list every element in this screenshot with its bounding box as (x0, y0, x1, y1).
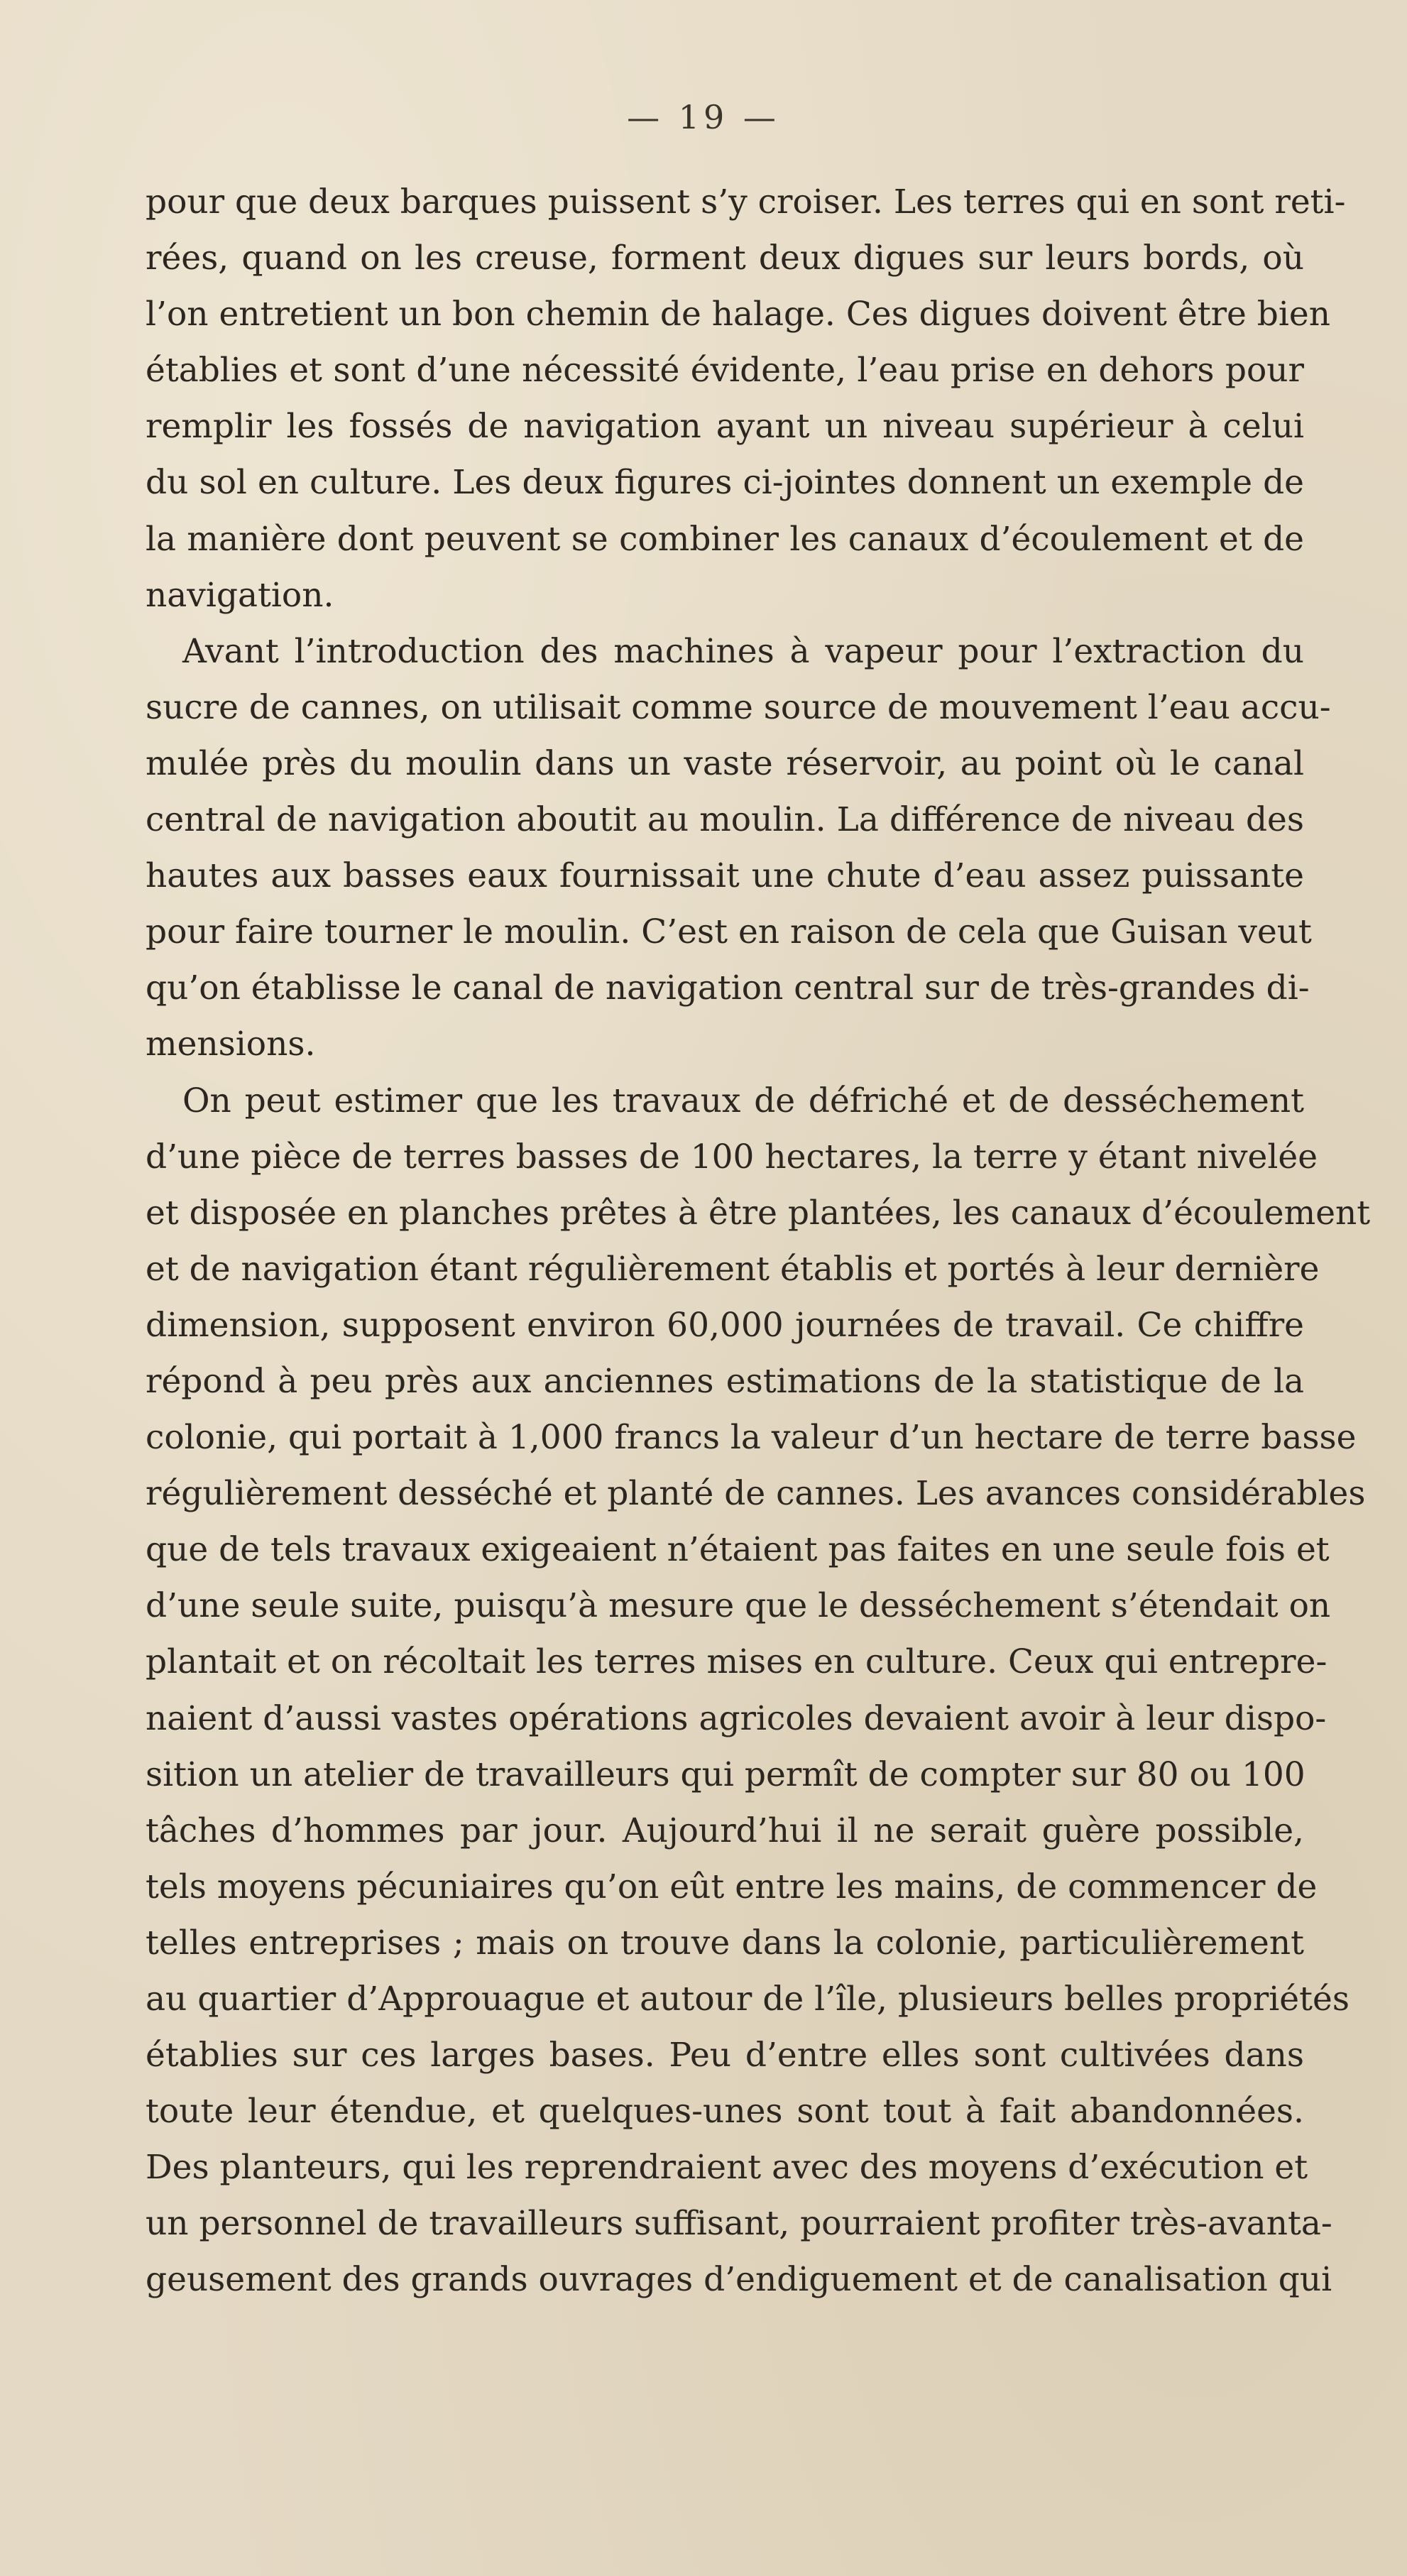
text-line: dimension, supposent environ 60,000 journées de travail. Ce chiffre (146, 1305, 1304, 1345)
text-line: établies sur ces larges bases. Peu d’entre elles sont cultivées dans (146, 2036, 1304, 2075)
text-line: sucre de cannes, on utilisait comme source de mouvement l’eau accu- (146, 687, 1331, 727)
text-line: remplir les fossés de navigation ayant un niveau supérieur à celui (146, 407, 1304, 447)
text-line: d’une seule suite, puisqu’à mesure que le desséchement s’étendait on (146, 1586, 1331, 1626)
text-line: rées, quand on les creuse, forment deux digues sur leurs bords, où (146, 239, 1304, 278)
text-line: tels moyens pécuniaires qu’on eût entre les mains, de commencer de (146, 1867, 1318, 1906)
text-line: mensions. (146, 1025, 316, 1064)
text-line: l’on entretient un bon chemin de halage. Ces digues doivent être bien (146, 295, 1331, 334)
text-line: geusement des grands ouvrages d’endiguement et de canalisation qui (146, 2260, 1332, 2300)
text-line: que de tels travaux exigeaient n’étaient pas faites en une seule fois et (146, 1530, 1330, 1570)
page-number: — 19 — (627, 98, 780, 136)
text-line: d’une pièce de terres basses de 100 hectares, la terre y étant nivelée (146, 1137, 1318, 1177)
text-line: régulièrement desséché et planté de cannes. Les avances considérables (146, 1474, 1366, 1514)
text-line: établies et sont d’une nécessité évidente, l’eau prise en dehors pour (146, 351, 1304, 391)
text-line: au quartier d’Approuague et autour de l’île, plusieurs belles propriétés (146, 1980, 1349, 2019)
text-line: tâches d’hommes par jour. Aujourd’hui il ne serait guère possible, (146, 1811, 1304, 1850)
text-line: Des planteurs, qui les reprendraient avec des moyens d’exécution et (146, 2148, 1308, 2188)
text-line: colonie, qui portait à 1,000 francs la valeur d’un hectare de terre basse (146, 1418, 1357, 1458)
text-line: et de navigation étant régulièrement établis et portés à leur dernière (146, 1249, 1320, 1289)
text-line: central de navigation aboutit au moulin. La différence de niveau des (146, 800, 1304, 840)
text-line: sition un atelier de travailleurs qui permît de compter sur 80 ou 100 (146, 1754, 1305, 1794)
body-text (146, 174, 1371, 2308)
text-line: et disposée en planches prêtes à être plantées, les canaux d’écoulement (146, 1193, 1371, 1233)
text-line: un personnel de travailleurs suffisant, pourraient profiter très-avanta- (146, 2204, 1332, 2244)
text-line: du sol en culture. Les deux figures ci-jointes donnent un exemple de (146, 463, 1304, 503)
paragraph-first-line: Avant l’introduction des machines à vapeur pour l’extraction du (182, 631, 1304, 671)
paragraph-first-line: On peut estimer que les travaux de défriché et de desséchement (182, 1081, 1304, 1120)
text-line: plantait et on récoltait les terres mises en culture. Ceux qui entrepre- (146, 1642, 1327, 1682)
text-line: navigation. (146, 575, 334, 615)
text-line: pour que deux barques puissent s’y croiser. Les terres qui en sont reti- (146, 182, 1346, 222)
text-line: toute leur étendue, et quelques-unes sont tout à fait abandonnées. (146, 2092, 1304, 2132)
text-line: répond à peu près aux anciennes estimations de la statistique de la (146, 1361, 1304, 1401)
text-line: pour faire tourner le moulin. C’est en raison de cela que Guisan veut (146, 912, 1312, 952)
text-line: naient d’aussi vastes opérations agricoles devaient avoir à leur dispo- (146, 1698, 1327, 1738)
text-line: hautes aux basses eaux fournissait une chute d’eau assez puissante (146, 856, 1304, 896)
text-line: mulée près du moulin dans un vaste réservoir, au point où le canal (146, 743, 1304, 783)
text-line: la manière dont peuvent se combiner les canaux d’écoulement et de (146, 519, 1304, 559)
text-line: telles entreprises ; mais on trouve dans la colonie, particulièrement (146, 1923, 1304, 1963)
text-line: qu’on établisse le canal de navigation central sur de très-grandes di- (146, 968, 1310, 1008)
